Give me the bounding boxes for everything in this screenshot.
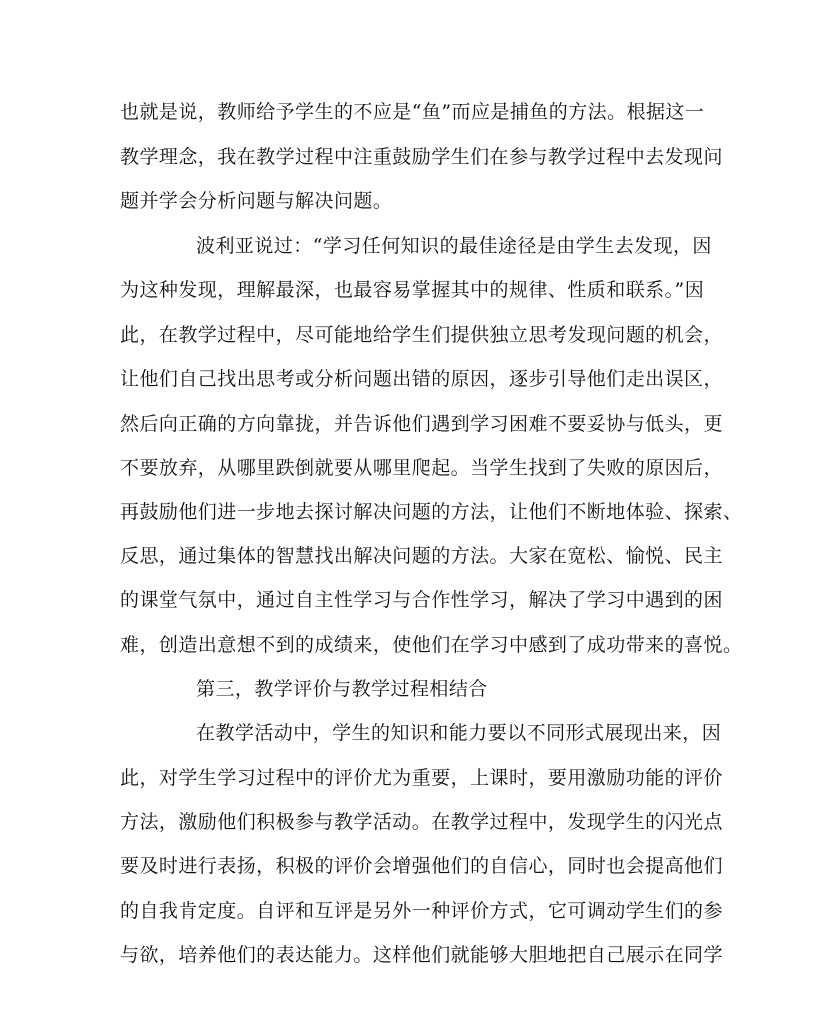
paragraph-line: 教学理念，我在教学过程中注重鼓励学生们在参与教学过程中去发现问 xyxy=(120,146,723,168)
paragraph-line: 的课堂气氛中，通过自主性学习与合作性学习，解决了学习中遇到的困 xyxy=(120,589,723,611)
paragraph-line: 让他们自己找出思考或分析问题出错的原因，逐步引导他们走出误区， xyxy=(120,368,723,390)
paragraph-line: 在教学活动中，学生的知识和能力要以不同形式展现出来，因 xyxy=(196,722,722,744)
paragraph-line: 波利亚说过：“学习任何知识的最佳途径是由学生去发现，因 xyxy=(196,235,712,257)
paragraph-line: 难，创造出意想不到的成绩来，使他们在学习中感到了成功带来的喜悦。 xyxy=(120,634,743,656)
paragraph-line: 反思，通过集体的智慧找出解决问题的方法。大家在宽松、愉悦、民主 xyxy=(120,545,723,567)
paragraph-line: 的自我肯定度。自评和互评是另外一种评价方式，它可调动学生们的参 xyxy=(120,900,723,922)
paragraph-line: 此，对学生学习过程中的评价尤为重要，上课时，要用激励功能的评价 xyxy=(120,767,723,789)
paragraph-line: 然后向正确的方向靠拢，并告诉他们遇到学习困难不要妥协与低头，更 xyxy=(120,413,723,435)
paragraph-line: 不要放弃，从哪里跌倒就要从哪里爬起。当学生找到了失败的原因后， xyxy=(120,457,723,479)
paragraph-line: 为这种发现，理解最深，也最容易掌握其中的规律、性质和联系。”因 xyxy=(120,279,705,301)
paragraph-line: 此，在教学过程中，尽可能地给学生们提供独立思考发现问题的机会， xyxy=(120,324,723,346)
paragraph-line: 题并学会分析问题与解决问题。 xyxy=(120,190,393,212)
paragraph-line: 再鼓励他们进一步地去探讨解决问题的方法，让他们不断地体验、探索、 xyxy=(120,501,743,523)
paragraph-line: 方法，激励他们积极参与教学活动。在教学过程中，发现学生的闪光点 xyxy=(120,811,723,833)
paragraph-line: 要及时进行表扬，积极的评价会增强他们的自信心，同时也会提高他们 xyxy=(120,855,723,877)
paragraph-line: 与欲，培养他们的表达能力。这样他们就能够大胆地把自己展示在同学 xyxy=(120,944,723,966)
paragraph-line: 也就是说，教师给予学生的不应是“鱼”而应是捕鱼的方法。根据这一 xyxy=(120,101,705,123)
section-heading: 第三，教学评价与教学过程相结合 xyxy=(196,678,488,700)
